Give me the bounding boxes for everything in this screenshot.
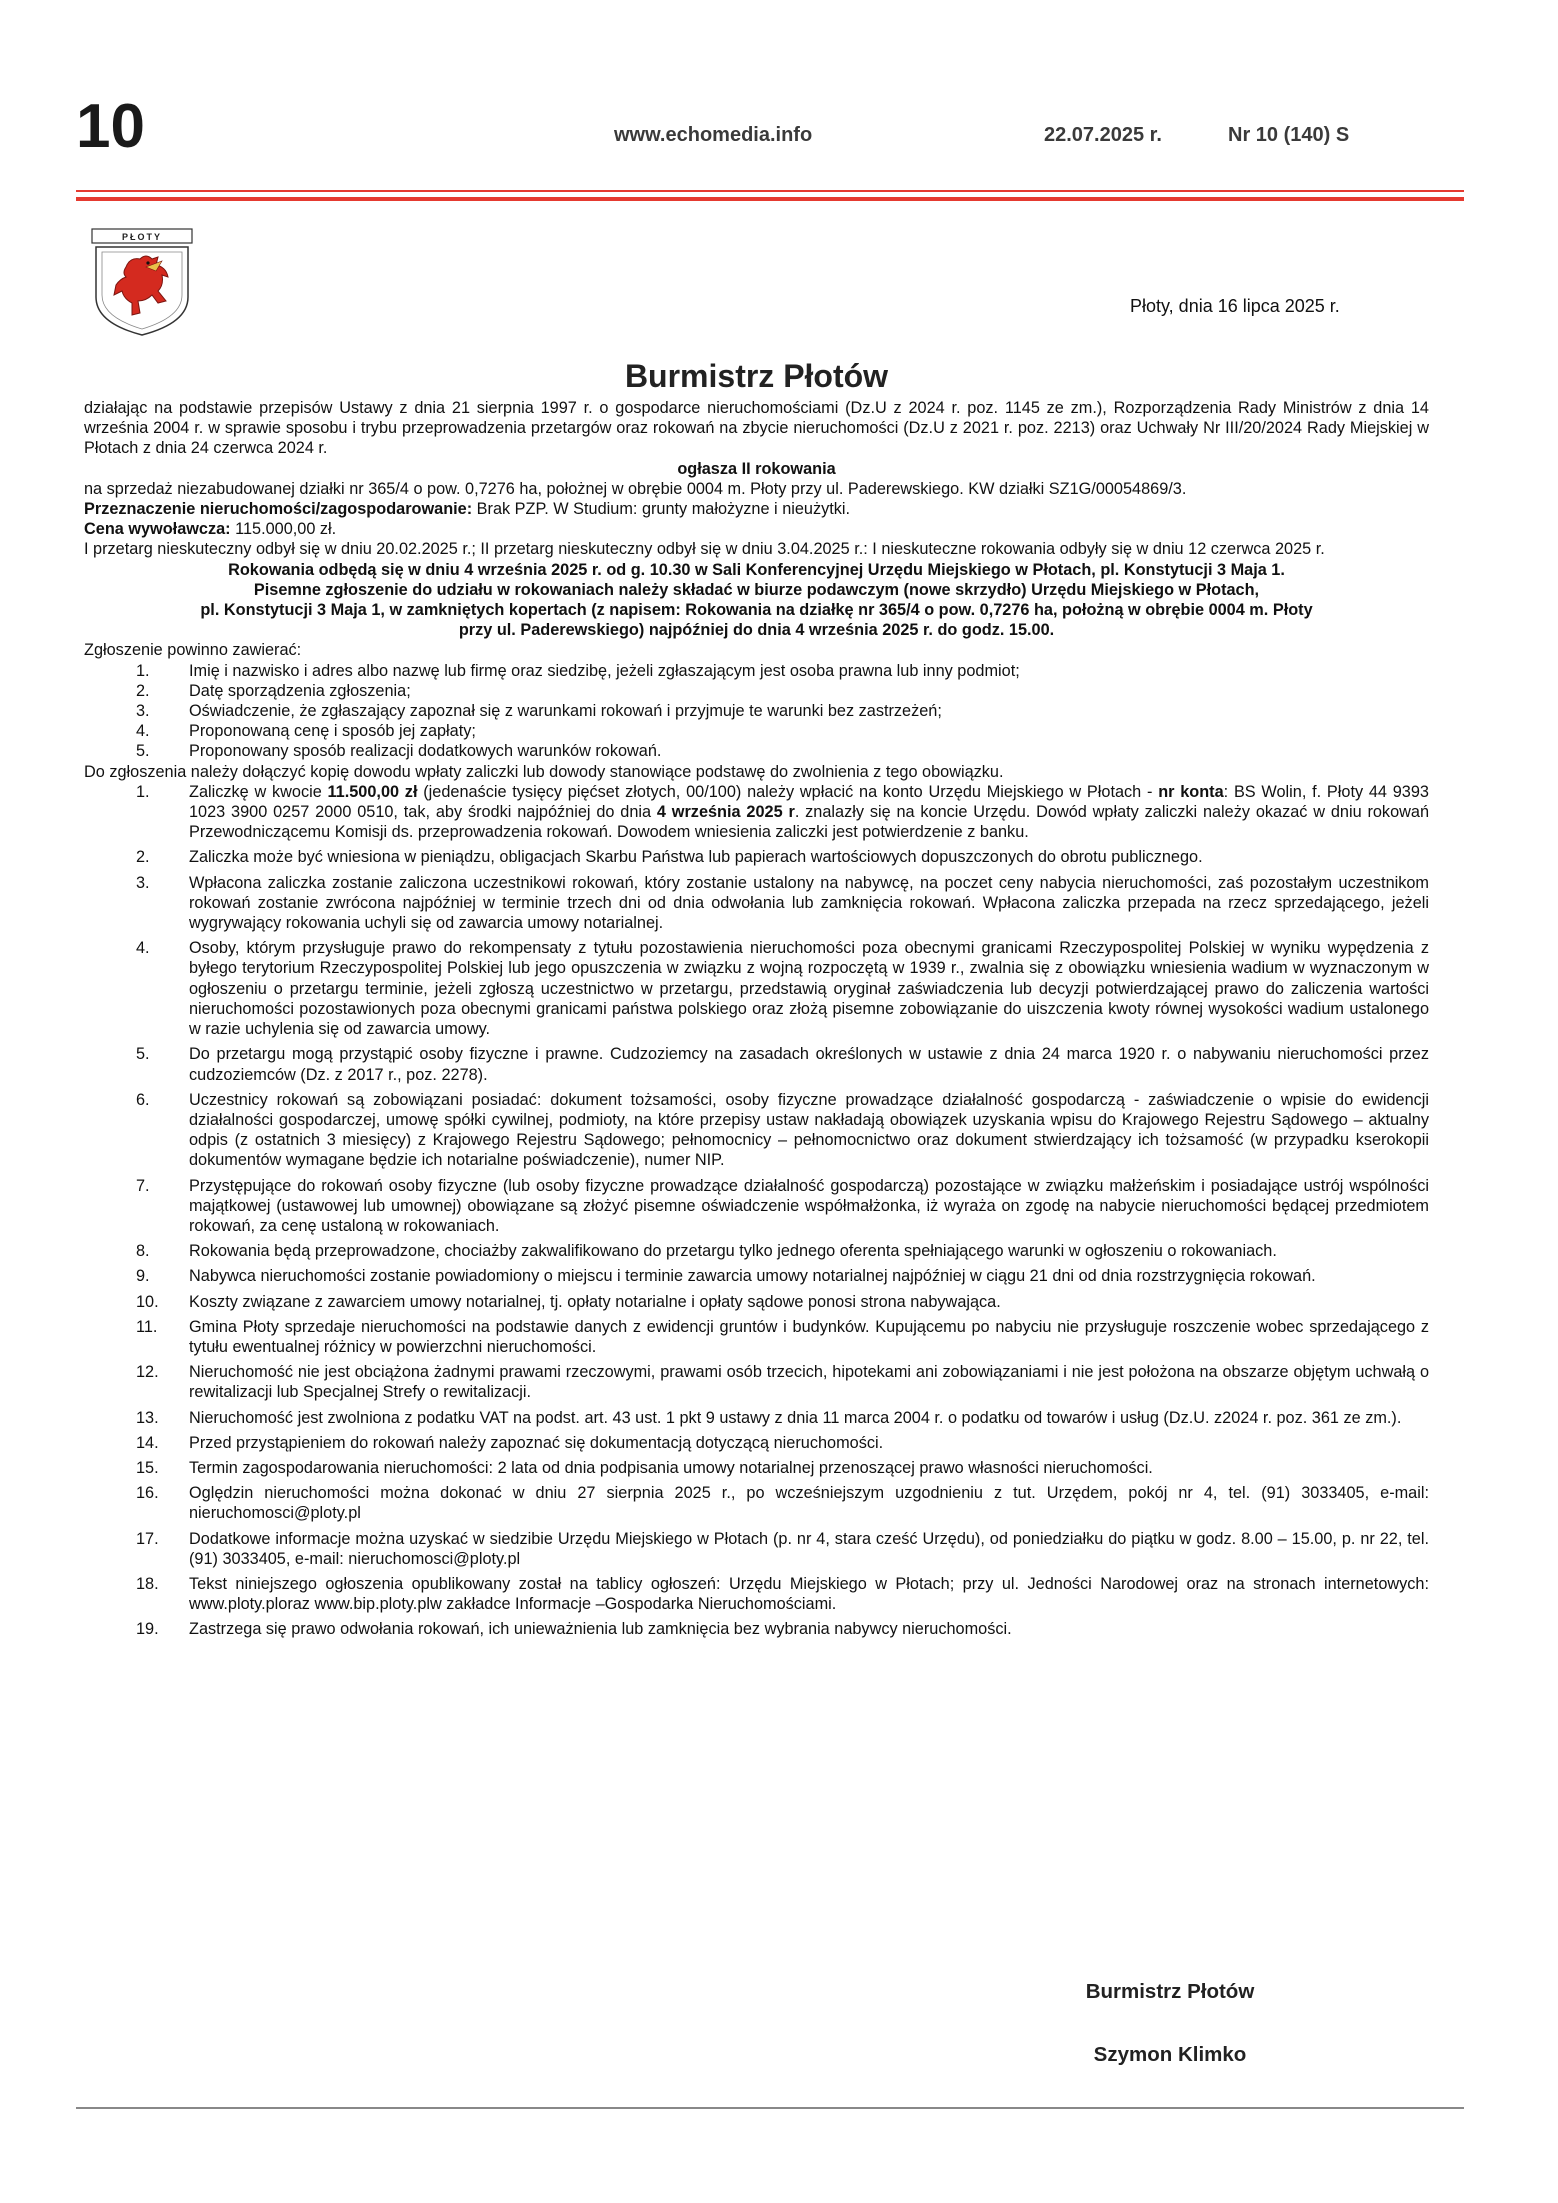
notice-line: przy ul. Paderewskiego) najpóźniej do dnia 4 września 2025 r. do godz. 15.00. bbox=[458, 621, 1055, 640]
list-item bbox=[84, 1241, 1429, 1261]
list-item bbox=[84, 1044, 1429, 1084]
crest-label: PŁOTY bbox=[121, 232, 163, 242]
item-text: Oględzin nieruchomości można dokonać w dniu 27 sierpnia 2025 r., po wcześniejszym uzgodnieniu z tut. Urzędem, pokój nr 4, tel. (91) 3033405, e-mail: nieruchomosci@ploty.pl bbox=[189, 1484, 1429, 1523]
item-text: . znalazły się na koncie Urzędu. Dowód wpłaty zaliczki należy okazać w dniu rokowań Przewodniczącemu Komisji ds. przeprowadzenia rokowań. Dowodem wniesienia zaliczki jest potwierdzenie z banku. bbox=[189, 803, 1429, 842]
announcement-body bbox=[84, 356, 1429, 1645]
item-number: 1. bbox=[136, 782, 150, 801]
place-and-date: Płoty, dnia 16 lipca 2025 r. bbox=[1130, 296, 1340, 316]
item-number: 9. bbox=[136, 1267, 150, 1286]
item-text: Zaliczka może być wniesiona w pieniądzu, obligacjach Skarbu Państwa lub papierach wartościowych dopuszczonych do obrotu publicznego. bbox=[189, 848, 1203, 867]
page-number: 10 bbox=[76, 92, 145, 161]
list-item bbox=[84, 847, 1429, 867]
website-link[interactable]: www.echomedia.info bbox=[614, 124, 813, 146]
notice-line: pl. Konstytucji 3 Maja 1, w zamkniętych kopertach (z napisem: Rokowania na działkę nr 365/4 o pow. 0,7276 ha, położną w obrębie 0004 m. Płoty bbox=[200, 601, 1313, 620]
item-text: Nabywca nieruchomości zostanie powiadomiony o miejscu i terminie zawarcia umowy notarialnej najpóźniej w ciągu 21 dni od dnia rozstrzygnięcia rokowań. bbox=[189, 1267, 1316, 1286]
list-item bbox=[84, 661, 1429, 681]
item-number: 1. bbox=[136, 661, 150, 680]
item-number: 6. bbox=[136, 1090, 150, 1109]
notice-line: Pisemne zgłoszenie do udziału w rokowaniach należy składać w biurze podawczym (nowe skrzydło) Urzędu Miejskiego w Płotach, bbox=[253, 580, 1260, 599]
item-number: 17. bbox=[136, 1529, 159, 1548]
legal-basis: działając na podstawie przepisów Ustawy z dnia 21 sierpnia 1997 r. o gospodarce nieruchomościami (Dz.U z 2024 r. poz. 1145 ze zm.), Rozporządzenia Rady Ministrów z dnia 14 września 2004 r. w sprawie sposobu i trybu przeprowadzenia przetargów oraz rokowań na zbycie nieruchomości (Dz.U z 2021 r. poz. 2213) oraz Uchwały Nr III/20/2024 Rady Miejskiej w Płotach z dnia 24 czerwca 2024 r. bbox=[84, 399, 1429, 458]
list-item bbox=[84, 701, 1429, 721]
signature-name: Szymon Klimko bbox=[1093, 2043, 1247, 2066]
item-text: Zaliczkę w kwocie bbox=[189, 782, 328, 801]
item-text: Dodatkowe informacje można uzyskać w siedzibie Urzędu Miejskiego w Płotach (p. nr 4, stara cześć Urzędu), od poniedziałku do piątku w godz. 8.00 – 15.00, p. nr 22, tel. (91) 3033405, e-mail: nieruchomosci@ploty.pl bbox=[189, 1529, 1429, 1568]
item-number: 2. bbox=[136, 681, 150, 700]
item-text: Nieruchomość jest zwolniona z podatku VAT na podst. art. 43 ust. 1 pkt 9 ustawy z dnia 11 marca 2004 r. o podatku od towarów i usług (Dz.U. z2024 r. poz. 361 ze zm.). bbox=[189, 1408, 1402, 1427]
conditions-list bbox=[84, 782, 1429, 1640]
purpose-value: Brak PZP. W Studium: grunty małożyzne i nieużytki. bbox=[472, 500, 851, 519]
list-item bbox=[84, 1292, 1429, 1312]
item-text: Proponowany sposób realizacji dodatkowych warunków rokowań. bbox=[189, 742, 662, 761]
item-number: 18. bbox=[136, 1574, 159, 1593]
item-number: 19. bbox=[136, 1620, 159, 1639]
page-title: Burmistrz Płotów bbox=[624, 358, 889, 394]
item-number: 14. bbox=[136, 1433, 159, 1452]
item-text: Datę sporządzenia zgłoszenia; bbox=[189, 681, 411, 700]
item-text: Uczestnicy rokowań są zobowiązani posiadać: dokument tożsamości, osoby fizyczne prowadzące działalność gospodarczą - zaświadczenie o wpisie do ewidencji działalności gospodarczej, umowę spółki cywilnej, podmioty, na które przepisy ustaw nakładają obowiązek uzyskania wpisu do Krajowego Rejestru Sądowego – aktualny odpis (z ostatnich 3 miesięcy) z Krajowego Rejestru Sądowego; pełnomocnicy – pełnomocnictwo oraz dokument stwierdzający ich tożsamość (w przypadku kserokopii dokumentów wymagane będzie ich notarialne poświadczenie), numer NIP. bbox=[189, 1090, 1429, 1170]
item-text: Osoby, którym przysługuje prawo do rekompensaty z tytułu pozostawienia nieruchomości poza obecnymi granicami Rzeczypospolitej Polskiej w wyniku wypędzenia z byłego terytorium Rzeczypospolitej Polskiej lub jego opuszczenia w związku z wojną rozpoczętą w 1939 r., zwalnia się z obowiązku wniesienia wadium w wyznaczonym w ogłoszeniu o przetargu terminie, jeżeli zgłoszą uczestnictwo w przetargu, przedstawią oryginał zaświadczenia lub decyzji potwierdzającej prawo do zaliczenia wartości nieruchomości pozostawionych poza obecnymi granicami państwa polskiego oraz złożą pisemne zobowiązanie do uiszczenia kwoty równej wysokości wadium ustalonego w razie uchylenia się od zawarcia umowy. bbox=[189, 939, 1429, 1039]
page-header bbox=[0, 0, 1558, 200]
deposit-deadline: 4 września 2025 r bbox=[656, 803, 795, 822]
purpose-line bbox=[84, 499, 1429, 519]
item-number: 5. bbox=[136, 1045, 150, 1064]
item-text: Koszty związane z zawarciem umowy notarialnej, tj. opłaty notarialne i opłaty sądowe ponosi strona nabywająca. bbox=[189, 1292, 1001, 1311]
item-text: Zastrzega się prawo odwołania rokowań, ich unieważnienia lub zamknięcia bez wybrania nabywcy nieruchomości. bbox=[189, 1620, 1012, 1639]
signature-position: Burmistrz Płotów bbox=[1085, 1980, 1255, 2003]
footer-rule bbox=[76, 2107, 1464, 2109]
price-value: 115.000,00 zł. bbox=[230, 520, 337, 539]
list-item bbox=[84, 1317, 1429, 1357]
item-text: Nieruchomość nie jest obciążona żadnymi prawami rzeczowymi, prawami osób trzecich, hipotekami ani zobowiązaniami i nie jest położona na obszarze objętym uchwałą o rewitalizacji lub Specjalnej Strefy o rewitalizacji. bbox=[189, 1363, 1429, 1402]
item-text: (jedenaście tysięcy pięćset złotych, 00/100) należy wpłacić na konto Urzędu Miejskiego w Płotach - bbox=[417, 782, 1159, 801]
item-text: Wpłacona zaliczka zostanie zaliczona uczestnikowi rokowań, który zostanie ustalony na nabywcę, na poczet ceny nabycia nieruchomości, zaś pozostałym uczestnikom rokowań zostanie zwrócona najpóźniej w terminie trzech dni od dnia odwołania lub zamknięcia rokowań. Wpłacona zaliczka przepada na rzecz sprzedającego, jeżeli wygrywający rokowania uchyli się od zawarcia umowy notarialnej. bbox=[189, 873, 1429, 933]
list-item bbox=[84, 721, 1429, 741]
item-number: 11. bbox=[136, 1317, 158, 1336]
list-item bbox=[84, 1483, 1429, 1523]
list-item bbox=[84, 1619, 1429, 1639]
ploty-coat-of-arms-icon bbox=[86, 227, 198, 337]
list-item bbox=[84, 1458, 1429, 1478]
list-item bbox=[84, 1176, 1429, 1237]
attachment-intro: Do zgłoszenia należy dołączyć kopię dowodu wpłaty zaliczki lub dowody stanowiące podstawę do zwolnienia z tego obowiązku. bbox=[84, 762, 1004, 781]
item-number: 15. bbox=[136, 1458, 159, 1477]
item-text: Termin zagospodarowania nieruchomości: 2 lata od dnia podpisania umowy notarialnej przenoszącej prawo własności nieruchomości. bbox=[189, 1458, 1153, 1477]
list-item bbox=[84, 1266, 1429, 1286]
item-text: : BS Wolin, f. Płoty 44 9393 1023 3900 0257 2000 0510, tak, aby środki najpóźniej do dnia bbox=[189, 782, 1429, 822]
list-item bbox=[84, 938, 1429, 1039]
item-text: Gmina Płoty sprzedaje nieruchomości na podstawie danych z ewidencji gruntów i budynków. Kupującemu po nabyciu nie przysługuje roszczenie wobec sprzedającego z tytułu ewentualnej różnicy w powierzchni nieruchomości. bbox=[189, 1317, 1429, 1356]
tender-history: I przetarg nieskuteczny odbył się w dniu 20.02.2025 r.; II przetarg nieskuteczny odbył się w dniu 3.04.2025 r.: I nieskuteczne rokowania odbyły się w dniu 12 czerwca 2025 r. bbox=[84, 540, 1325, 559]
notice-line: Rokowania odbędą się w dniu 4 września 2025 r. od g. 10.30 w Sali Konferencyjnej Urzędu Miejskiego w Płotach, pl. Konstytucji 3 Maja 1. bbox=[228, 560, 1285, 579]
item-number: 7. bbox=[136, 1176, 150, 1195]
issue-date: 22.07.2025 r. bbox=[1044, 124, 1162, 146]
item-text: Proponowaną cenę i sposób jej zapłaty; bbox=[189, 722, 476, 741]
price-line bbox=[84, 519, 1429, 539]
list-item bbox=[84, 741, 1429, 761]
price-label: Cena wywoławcza: bbox=[84, 520, 231, 539]
application-list bbox=[84, 661, 1429, 762]
item-number: 4. bbox=[136, 722, 150, 741]
list-item bbox=[84, 681, 1429, 701]
sale-description: na sprzedaż niezabudowanej działki nr 365/4 o pow. 0,7276 ha, położnej w obrębie 0004 m. Płoty przy ul. Paderewskiego. KW działki SZ1G/00054869/3. bbox=[84, 479, 1187, 498]
item-text: Rokowania będą przeprowadzone, chociażby zakwalifikowano do przetargu tylko jednego oferenta spełniającego warunki w ogłoszeniu o rokowaniach. bbox=[189, 1242, 1277, 1261]
list-item bbox=[84, 782, 1429, 843]
item-number: 10. bbox=[136, 1292, 159, 1311]
list-item bbox=[84, 1408, 1429, 1428]
announces-heading: ogłasza II rokowania bbox=[677, 459, 836, 478]
item-text: Przed przystąpieniem do rokowań należy zapoznać się dokumentacją dotyczącą nieruchomości. bbox=[189, 1433, 884, 1452]
application-intro: Zgłoszenie powinno zawierać: bbox=[84, 641, 302, 660]
list-item bbox=[84, 1090, 1429, 1171]
issue-number: Nr 10 (140) S bbox=[1228, 124, 1350, 146]
item-number: 12. bbox=[136, 1363, 159, 1382]
item-text: Imię i nazwisko i adres albo nazwę lub firmę oraz siedzibę, jeżeli zgłaszającym jest osoba prawna lub inny podmiot; bbox=[189, 661, 1020, 680]
item-number: 8. bbox=[136, 1242, 150, 1261]
item-number: 4. bbox=[136, 939, 150, 958]
item-text: Oświadczenie, że zgłaszający zapoznał się z warunkami rokowań i przyjmuje te warunki bez zastrzeżeń; bbox=[189, 702, 942, 721]
bold-notice bbox=[84, 560, 1429, 641]
list-item bbox=[84, 873, 1429, 934]
item-text: Przystępujące do rokowań osoby fizyczne (lub osoby fizyczne prowadzące działalność gospodarczą) pozostające w związku małżeńskim i posiadające ustrój wspólności majątkowej (ustawowej lub umownej) obowiązane są złożyć pisemne oświadczenie współmałżonka, iż wyraża on zgodę na nabycie nieruchomości będącej przedmiotem rokowań, za cenę ustaloną w rokowaniach. bbox=[189, 1176, 1429, 1235]
list-item bbox=[84, 1529, 1429, 1569]
header-rule-thick bbox=[76, 197, 1464, 201]
item-number: 13. bbox=[136, 1408, 159, 1427]
header-rule-thin bbox=[76, 190, 1464, 192]
deposit-amount: 11.500,00 zł bbox=[327, 782, 418, 801]
item-number: 3. bbox=[136, 702, 150, 721]
item-number: 16. bbox=[136, 1484, 159, 1503]
list-item bbox=[84, 1433, 1429, 1453]
item-number: 3. bbox=[136, 873, 150, 892]
item-text: Do przetargu mogą przystąpić osoby fizyczne i prawne. Cudzoziemcy na zasadach określonych w ustawie z dnia 24 marca 1920 r. o nabywaniu nieruchomości przez cudzoziemców (Dz. z 2017 r., poz. 2278). bbox=[189, 1045, 1429, 1084]
account-label: nr konta bbox=[1158, 782, 1224, 801]
item-number: 2. bbox=[136, 848, 150, 867]
item-number: 5. bbox=[136, 742, 150, 761]
item-text: Tekst niniejszego ogłoszenia opublikowany został na tablicy ogłoszeń: Urzędu Miejskiego w Płotach; przy ul. Jedności Narodowej oraz na stronach internetowych: www.ploty.ploraz www.bip.ploty.plw zakładce Informacje –Gospodarka Nieruchomościami. bbox=[189, 1574, 1429, 1614]
purpose-label: Przeznaczenie nieruchomości/zagospodarowanie: bbox=[84, 500, 473, 519]
list-item bbox=[84, 1574, 1429, 1614]
list-item bbox=[84, 1362, 1429, 1402]
